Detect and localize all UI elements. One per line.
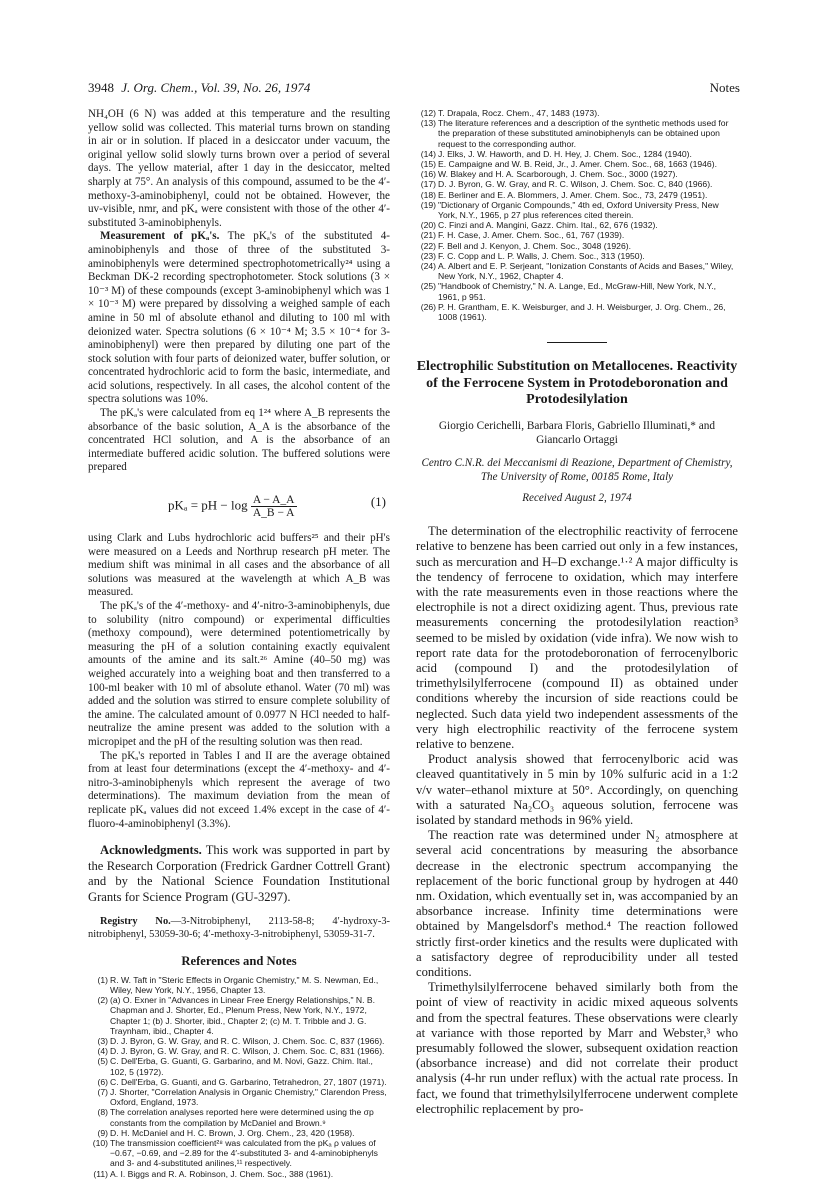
runin-heading: Registry No. xyxy=(100,916,171,928)
reference-item xyxy=(416,149,738,159)
reference-item xyxy=(416,108,738,118)
paragraph-text: —3-Nitrobiphenyl, 2113-58-8; 4′-hydroxy-3-nitrobiphenyl, 53059-30-6; 4′-methoxy-3-nitrobiphenyl, 53059-31-7. xyxy=(88,916,390,940)
reference-number: (24) xyxy=(420,261,436,272)
reference-item xyxy=(416,302,738,322)
reference-item xyxy=(88,1056,390,1076)
reference-item xyxy=(416,169,738,179)
reference-text: A. Albert and E. P. Serjeant, "Ionization Constants of Acids and Bases," Wiley, New York, N.Y., 1962, Chapter 4. xyxy=(438,261,734,282)
paragraph: The reaction rate was determined under N₂ atmosphere at several acid concentrations by measuring the absorbance decrease in the electronic spectrum accompanying the replacement of the boric functional group by hydrogen at 440 nm. Oxidation, which eventually set in, was accompanied by an absorbance increase. Infinity time determinations were obtained by Mangelsdorf's method.⁴ The reaction followed strictly first-order kinetics and the results were duplicated with a satisfactory degree of reproducibility under all tested conditions. xyxy=(416,828,738,979)
paragraph xyxy=(88,230,390,407)
affiliation: Centro C.N.R. dei Meccanismi di Reazione, Department of Chemistry, The University of Rome, 00185 Rome, Italy xyxy=(421,457,733,483)
reference-text: (a) O. Exner in "Advances in Linear Free Energy Relationships," N. B. Chapman and J. Shorter, Ed., Plenum Press, New York, N.Y., 1972, Chapter 1; (b) J. Shorter, ibid., Chapter 2; (c) M. T. Tribble and J. G. Traynham, ibid., Chapter 4. xyxy=(110,995,375,1036)
paragraph: The pKₐ's were calculated from eq 1²⁴ where A_B represents the absorbance of the basic solution, A_A is the absorbance of the concentrated HCl solution, and A is the absorbance of an intermediate buffered acidic solution. The buffered solutions were prepared xyxy=(88,407,390,474)
reference-number: (23) xyxy=(420,250,436,261)
reference-item xyxy=(416,200,738,220)
reference-item xyxy=(416,261,738,281)
paragraph-text: The pKₐ's of the substituted 4-aminobiphenyls and those of three of the substituted 3-aminobiphenyls were determined spectrophotometrically²⁴ using a Beckman DK-2 recording spectrophotometer. Stock solutions (3 × 10⁻³ M) of these compounds (except 3-aminobiphenyl which was 1 × 10⁻³ M) were prepared by dissolving a weighed sample of each amine in 50 ml of absolute ethanol and diluting to 100 ml with deionized water. Spectra solutions (6 × 10⁻⁴ M; 3.5 × 10⁻⁴ for 3-aminobiphenyl) were then prepared by diluting one part of the stock solution with four parts of deionized water, buffer solution, or concentrated hydrochloric acid to form the basic, intermediate, and acid solutions, respectively. In all cases, the alcohol content of the spectra solutions was 10%. xyxy=(88,230,390,406)
reference-item xyxy=(416,159,738,169)
reference-item xyxy=(416,251,738,261)
paragraph: NH₄OH (6 N) was added at this temperature and the resulting yellow solid was collected. This material turns brown on standing in air or in solution. If placed in a desiccator under vacuum, the original yellow solid slowly turns brown over a period of several days. The yellow material, after 1 day in the desiccator, melted sharply at 75°. An analysis of this compound, assumed to be the 4′-methoxy-3-aminobiphenyl, could not be obtained. However, the uv-visible, nmr, and pKₐ were consistent with those of the other 4′-substituted 3-aminobiphenyls. xyxy=(88,108,390,229)
reference-text: E. Berliner and E. A. Blommers, J. Amer. Chem. Soc., 73, 2479 (1951). xyxy=(438,189,708,200)
reference-text: F. H. Case, J. Amer. Chem. Soc., 61, 767 (1939). xyxy=(438,230,625,241)
reference-item xyxy=(88,995,390,1036)
references-heading: References and Notes xyxy=(181,953,297,968)
reference-number: (3) xyxy=(97,1035,108,1046)
reference-item xyxy=(88,1036,390,1046)
section-divider xyxy=(547,342,607,343)
reference-number: (17) xyxy=(420,179,436,190)
paragraph: The determination of the electrophilic reactivity of ferrocene relative to benzene has been carried out only in a few instances, such as mercuration and H–D exchange.¹·² A major difficulty is the tendency of ferrocene to oxidation, which may interfere with the rate measurements even in those reactions where the electrophile is not a direct oxidizing agent. Thus, previous rate measurements concerning the protodesilylation reaction³ seemed to be misled by oxidation (vide infra). We now wish to report rate data for the protodeboronation of ferrocenylboric acid (compound I) and the protodesilylation of trimethylsilylferrocene (compound II) as obtained under conditions whereby the incursion of side reactions could be neglected. Such data yield two independent assessments of the very high electrophilic reactivity of the ferrocene system relative to benzene. xyxy=(416,524,738,751)
reference-number: (12) xyxy=(420,108,436,118)
reference-item xyxy=(88,1169,390,1179)
reference-text: E. Campaigne and W. B. Reid, Jr., J. Amer. Chem. Soc., 68, 1663 (1946). xyxy=(438,159,717,170)
reference-number: (21) xyxy=(420,230,436,241)
page-number: 3948 xyxy=(88,80,114,95)
equation xyxy=(88,484,390,524)
reference-number: (5) xyxy=(97,1056,108,1067)
reference-number: (15) xyxy=(420,159,436,170)
reference-number: (7) xyxy=(97,1086,108,1097)
reference-number: (22) xyxy=(420,240,436,251)
journal-citation: J. Org. Chem., Vol. 39, No. 26, 1974 xyxy=(121,80,311,95)
authors: Giorgio Cerichelli, Barbara Floris, Gabriello Illuminati,* and Giancarlo Ortaggi xyxy=(438,420,716,446)
right-column xyxy=(416,108,738,1117)
paragraph: Product analysis showed that ferrocenylboric acid was cleaved quantitatively in 5 min by 10% sulfuric acid in a 1:2 v/v water–ethanol mixture at 50°. Accordingly, on quenching with a saturated Na₂CO₃ aqueous solution, ferrocene was isolated by standard methods in 96% yield. xyxy=(416,752,738,827)
reference-text: J. Shorter, "Correlation Analysis in Organic Chemistry," Clarendon Press, Oxford, England, 1973. xyxy=(110,1086,387,1108)
reference-text: R. W. Taft in "Steric Effects in Organic Chemistry," M. S. Newman, Ed., Wiley, New York, N.Y., 1956, Chapter 13. xyxy=(110,974,379,995)
paragraph: using Clark and Lubs hydrochloric acid buffers²⁵ and their pH's were measured on a Leeds and Northrup research pH meter. The medium shift was minimal in all cases and the absorbance of all solutions was measured at the wavelength at which A_B was measured. xyxy=(88,532,390,599)
reference-text: "Handbook of Chemistry," N. A. Lange, Ed., McGraw-Hill, New York, N.Y., 1961, p 951. xyxy=(438,281,717,302)
reference-number: (10) xyxy=(92,1137,108,1148)
reference-text: T. Drapala, Rocz. Chem., 47, 1483 (1973). xyxy=(438,108,600,118)
reference-text: W. Blakey and H. A. Scarborough, J. Chem. Soc., 3000 (1927). xyxy=(438,169,678,180)
reference-text: The correlation analyses reported here were determined using the σp constants from the compilation by McDaniel and Brown.⁹ xyxy=(110,1107,374,1128)
reference-item xyxy=(416,230,738,240)
paragraph: The pKₐ's of the 4′-methoxy- and 4′-nitro-3-aminobiphenyls, due to solubility (nitro compound) or experimental difficulties (methoxy compound), were determined potentiometrically by measuring the pH of a solution containing exactly equivalent amounts of the amine and its salt.²⁶ Amine (40–50 mg) was weighed accurately into a weighing boat and then transferred to a 100-ml beaker with 10 ml of absolute ethanol. Water (70 ml) was added and the solution was stirred to ensure complete solubility of the amine. The calculated amount of 0.0977 N HCl needed to half-neutralize the amine present was added to the solution with a micropipet and the pH of the resulting solution was then read. xyxy=(88,600,390,748)
reference-text: A. I. Biggs and R. A. Robinson, J. Chem. Soc., 388 (1961). xyxy=(110,1168,334,1179)
reference-number: (6) xyxy=(97,1076,108,1087)
reference-text: C. Dell'Erba, G. Guanti, G. Garbarino, and M. Novi, Gazz. Chim. Ital., 102, 5 (1972). xyxy=(110,1056,373,1077)
reference-number: (2) xyxy=(97,995,108,1006)
reference-item xyxy=(88,975,390,995)
reference-text: F. C. Copp and L. P. Walls, J. Chem. Soc., 313 (1950). xyxy=(438,250,645,261)
reference-number: (8) xyxy=(97,1107,108,1118)
reference-number: (11) xyxy=(93,1168,108,1179)
reference-number: (13) xyxy=(420,118,436,129)
reference-item xyxy=(88,1077,390,1087)
article-title: Electrophilic Substitution on Metallocenes. Reactivity of the Ferrocene System in Protodeboronation and Protodesilylation xyxy=(416,359,738,408)
reference-text: "Dictionary of Organic Compounds," 4th ed, Oxford University Press, New York, N.Y., 1965, p 27 plus references cited therein. xyxy=(438,199,719,221)
reference-item xyxy=(416,179,738,189)
reference-text: J. Elks, J. W. Haworth, and D. H. Hey, J. Chem. Soc., 1284 (1940). xyxy=(438,148,692,159)
paragraph-text: This work was supported in part by the Research Corporation (Fredrick Gardner Cottrell Grant) and by the National Science Foundation Institutional Grants for Science Program (GU-3297). xyxy=(88,843,390,904)
page-header xyxy=(88,80,740,96)
received-date: Received August 2, 1974 xyxy=(522,492,632,505)
reference-number: (16) xyxy=(420,169,436,180)
reference-number: (1) xyxy=(97,974,108,985)
reference-item xyxy=(416,118,738,149)
reference-item xyxy=(88,1128,390,1138)
reference-number: (25) xyxy=(420,281,436,292)
reference-item xyxy=(88,1046,390,1056)
section-label: Notes xyxy=(709,80,740,95)
reference-number: (19) xyxy=(420,199,436,210)
reference-item xyxy=(416,190,738,200)
references-list xyxy=(416,108,738,322)
paragraph: Trimethylsilylferrocene behaved similarly both from the point of view of reactivity in acidic mixed aqueous solvents and from the spectral features. These observations were clearly at variance with those reported by Marr and Webster,³ who presumably followed the slower, subsequent oxidation reaction (absorbance increase) and did not correlate their product analysis (4-hr run under reflux) with the actual rate process. In fact, we found that trimethylsilylferrocene underwent complete electrophilic replacement by pro- xyxy=(416,980,738,1116)
runin-heading: Acknowledgments. xyxy=(100,843,202,858)
paragraph: The pKₐ's reported in Tables I and II are the average obtained from at least four determinations (except the 4′-methoxy- and 4′-nitro-3-aminobiphenyls which represent the average of two determinations). The maximum deviation from the mean of replicate pKₐ values did not exceed 1.4% except in the case of 4′-fluoro-4-aminobiphenyl (3.3%). xyxy=(88,749,390,830)
reference-text: P. H. Grantham, E. K. Weisburger, and J. H. Weisburger, J. Org. Chem., 26, 1008 (1961). xyxy=(438,301,726,323)
equation-denominator: A_B − A xyxy=(252,507,295,520)
reference-item xyxy=(416,220,738,230)
acknowledgments xyxy=(88,843,390,905)
reference-item xyxy=(88,1138,390,1169)
reference-text: The literature references and a description of the synthetic methods used for the preparation of these substituted aminobiphenyls can be obtained upon request to the corresponding author. xyxy=(438,118,729,149)
registry-numbers xyxy=(88,916,390,942)
reference-text: C. Dell'Erba, G. Guanti, and G. Garbarino, Tetrahedron, 27, 1807 (1971). xyxy=(110,1076,387,1087)
reference-item xyxy=(416,241,738,251)
references-list xyxy=(88,975,390,1179)
runin-heading: Measurement of pKₐ's. xyxy=(100,230,220,243)
reference-item xyxy=(416,281,738,301)
reference-item xyxy=(88,1107,390,1127)
reference-number: (20) xyxy=(420,220,436,231)
reference-text: C. Finzi and A. Mangini, Gazz. Chim. Ital., 62, 676 (1932). xyxy=(438,220,658,231)
reference-text: D. J. Byron, G. W. Gray, and R. C. Wilson, J. Chem. Soc. C, 840 (1966). xyxy=(438,179,713,190)
equation-number: (1) xyxy=(370,494,386,510)
reference-number: (9) xyxy=(97,1127,108,1138)
reference-number: (26) xyxy=(420,301,436,312)
reference-text: D. H. McDaniel and H. C. Brown, J. Org. Chem., 23, 420 (1958). xyxy=(110,1127,355,1138)
left-column xyxy=(88,108,390,1179)
equation-fraction xyxy=(251,494,297,519)
reference-number: (4) xyxy=(97,1046,108,1057)
reference-number: (14) xyxy=(420,148,436,159)
reference-item xyxy=(88,1087,390,1107)
reference-text: The transmission coefficient²⁸ was calculated from the pKₐ ρ values of −0.67, −0.69, and −2.89 for the 4′-substituted 3- and 4-aminobiphenyls and 3- and 4-substituted anilines,¹¹ respectively. xyxy=(110,1137,378,1169)
reference-text: D. J. Byron, G. W. Gray, and R. C. Wilson, J. Chem. Soc. C, 831 (1966). xyxy=(110,1046,385,1057)
reference-number: (18) xyxy=(420,189,436,200)
equation-lhs: pKₐ = pH − log xyxy=(168,497,248,513)
reference-text: F. Bell and J. Kenyon, J. Chem. Soc., 3048 (1926). xyxy=(438,240,631,251)
equation-numerator: A − A_A xyxy=(252,494,295,507)
reference-text: D. J. Byron, G. W. Gray, and R. C. Wilson, J. Chem. Soc. C, 837 (1966). xyxy=(110,1035,385,1046)
